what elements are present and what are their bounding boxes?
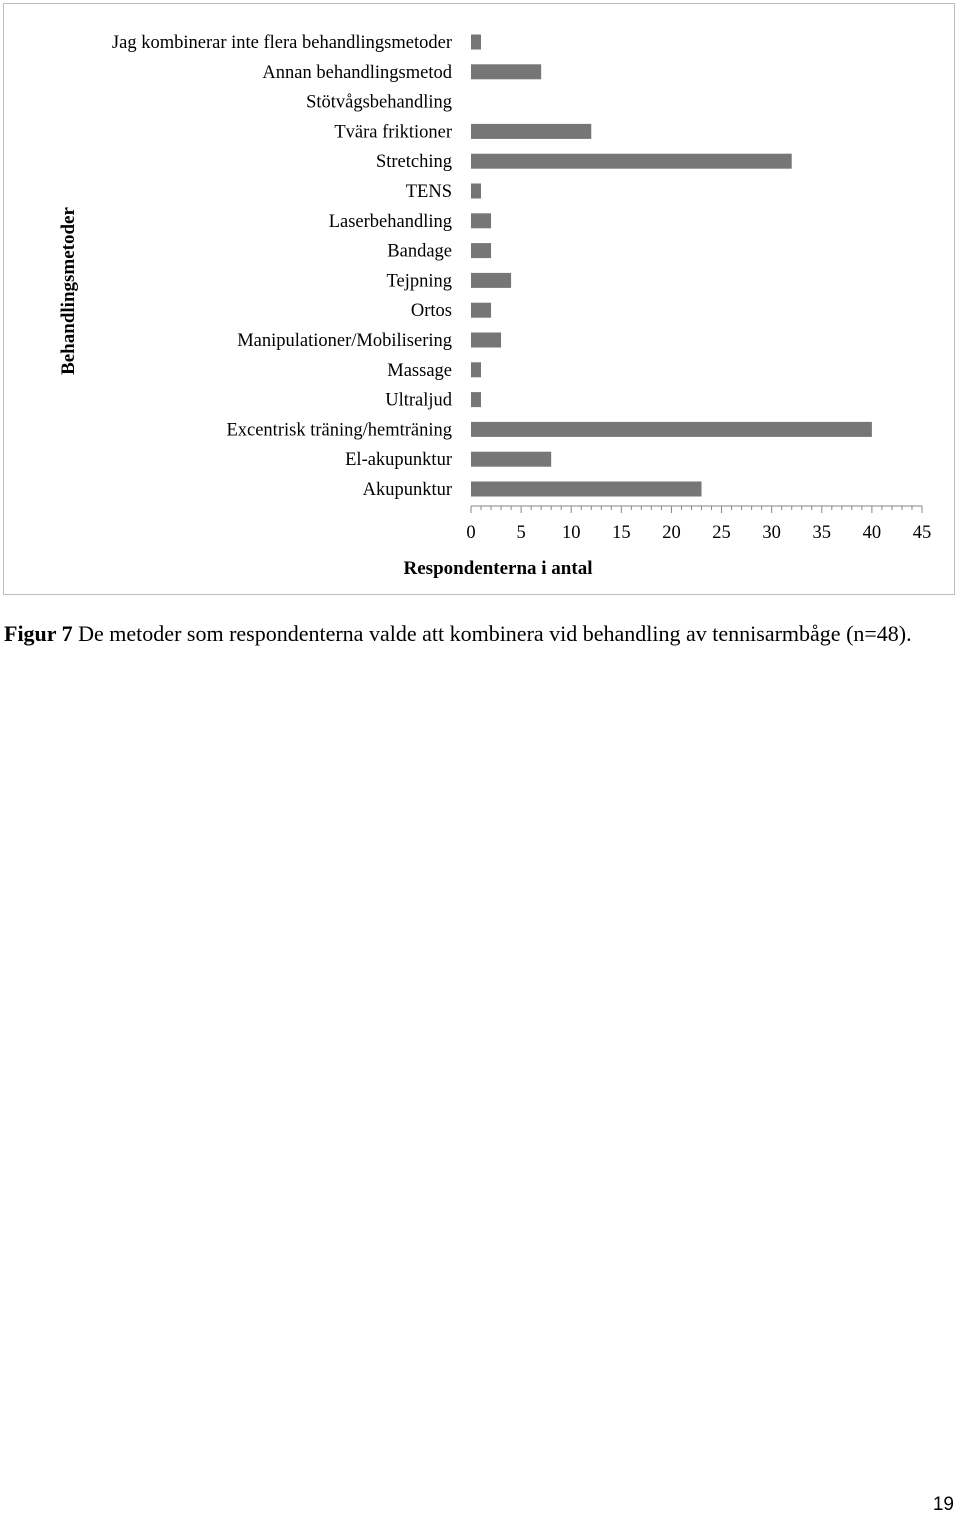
x-tick-label: 0 [466, 523, 476, 543]
category-label: Stretching [375, 152, 452, 173]
bar [471, 184, 481, 199]
x-tick-label: 40 [862, 523, 882, 543]
bar [471, 392, 481, 407]
bar [471, 124, 591, 139]
bar [471, 213, 491, 228]
x-tick-label: 30 [762, 523, 781, 543]
bar [471, 333, 501, 348]
chart-frame [3, 3, 955, 595]
category-label: Akupunktur [362, 480, 452, 500]
caption-text: De metoder som respondenterna valde att kombinera vid behandling av tennisarmbåge (n=48). [72, 621, 912, 646]
bar [471, 303, 491, 318]
x-tick-label: 5 [516, 523, 526, 543]
category-label: Tvära friktioner [334, 122, 452, 143]
x-tick-label: 35 [812, 523, 832, 543]
category-label: Bandage [387, 241, 452, 262]
category-label: Ultraljud [385, 390, 452, 411]
bar [471, 154, 792, 169]
category-label: Tejpning [386, 271, 452, 292]
bar [471, 273, 511, 288]
x-tick-label: 15 [612, 523, 631, 543]
bar [471, 64, 541, 79]
category-label: Ortos [410, 301, 452, 322]
bar [471, 452, 551, 467]
x-tick-label: 10 [561, 523, 581, 543]
category-label: El-akupunktur [345, 450, 452, 471]
bar [471, 35, 481, 50]
category-label: Massage [387, 360, 452, 381]
bar [471, 482, 702, 497]
y-axis-title: Behandlingsmetoder [58, 207, 79, 375]
figure-caption [4, 612, 944, 655]
page-number: 19 [932, 1494, 954, 1515]
x-tick-label: 20 [662, 523, 681, 543]
x-tick-label: 45 [912, 523, 932, 543]
bar-chart [4, 4, 956, 596]
bar [471, 243, 491, 258]
category-label: Jag kombinerar inte flera behandlingsmetoder [111, 33, 452, 53]
category-label: Manipulationer/Mobilisering [237, 331, 452, 351]
x-axis-title: Respondenterna i antal [403, 558, 593, 579]
category-label: TENS [405, 182, 452, 202]
x-tick-label: 25 [712, 523, 731, 543]
category-label: Excentrisk träning/hemträning [226, 420, 452, 441]
caption-label: Figur 7 [4, 621, 73, 646]
bar [471, 362, 481, 377]
category-label: Laserbehandling [328, 211, 452, 232]
bar [471, 422, 872, 437]
category-label: Stötvågsbehandling [306, 92, 452, 113]
category-label: Annan behandlingsmetod [262, 62, 452, 83]
